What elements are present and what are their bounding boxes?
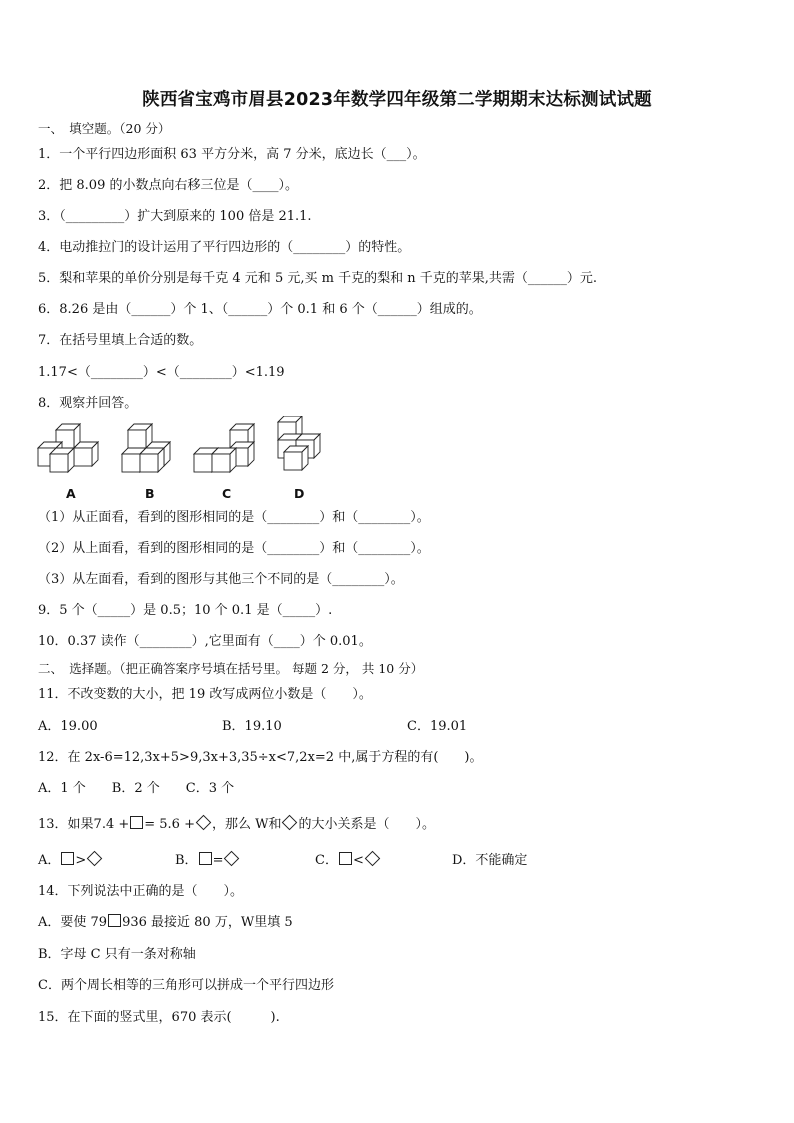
question-13 [38,816,435,834]
figure-c [194,424,254,472]
diamond-icon [87,851,103,867]
question-10: 10．0.37 读作（________）,它里面有（____）个 0.01。 [38,634,372,649]
question-14-option-c: C．两个周长相等的三角形可以拼成一个平行四边形 [38,978,334,993]
question-12-options: A．1 个 B．2 个 C．3 个 [38,781,235,796]
question-8: 8．观察并回答。 [38,396,138,411]
question-13-text-3: ，那么 W和 [211,817,282,832]
figure-d [278,416,320,470]
question-13-option-d: D．不能确定 [452,853,528,868]
question-3: 3．（_________）扩大到原来的 100 倍是 21.1. [38,209,312,224]
question-14: 14．下列说法中正确的是（ ）。 [38,884,244,899]
square-icon [108,914,121,927]
question-4: 4．电动推拉门的设计运用了平行四边形的（________）的特性。 [38,240,411,255]
section-choice: 二、 选择题。（把正确答案序号填在括号里。 每题 2 分， 共 10 分） [38,661,424,676]
question-13-text-2: = 5.6 + [144,817,195,832]
figure-a [38,424,98,472]
square-icon [199,852,212,865]
question-15: 15．在下面的竖式里，670 表示( ). [38,1010,280,1025]
figure-label-c: C [222,486,232,501]
question-11-option-a: A．19.00 [38,719,98,734]
question-11-option-b: B．19.10 [222,719,282,734]
question-5: 5．梨和苹果的单价分别是每千克 4 元和 5 元,买 m 千克的梨和 n 千克的苹果,共需（______）元. [38,271,597,286]
question-7-blank: 1.17<（________）<（________）<1.19 [38,365,285,380]
square-icon [61,852,74,865]
question-13-text-1: 13．如果7.4 + [38,817,130,832]
question-11-option-c: C．19.01 [407,719,468,734]
question-7: 7．在括号里填上合适的数。 [38,333,203,348]
question-8-3: （3）从左面看，看到的图形与其他三个不同的是（________）。 [38,572,404,587]
figure-label-a: A [66,486,76,501]
question-13-option-b: B． = [175,852,240,870]
page-title: 陕西省宝鸡市眉县2023年数学四年级第二学期期末达标测试试题 [142,90,652,110]
square-icon [339,852,352,865]
question-12: 12．在 2x-6=12,3x+5>9,3x+3,35÷x<7,2x=2 中,属于方程的有( )。 [38,750,483,765]
question-8-1: （1）从正面看，看到的图形相同的是（________）和（________）。 [38,510,430,525]
diamond-icon [282,815,298,831]
diamond-icon [196,815,212,831]
question-13-option-c: C． < [315,852,381,870]
figure-label-d: D [294,486,305,501]
diamond-icon [224,851,240,867]
question-14-option-b: B．字母 C 只有一条对称轴 [38,947,196,962]
square-icon [130,816,143,829]
question-2: 2．把 8.09 的小数点向右移三位是（____）。 [38,178,298,193]
question-11: 11．不改变数的大小，把 19 改写成两位小数是（ ）。 [38,687,372,702]
cube-figures [34,416,334,484]
question-6: 6．8.26 是由（______）个 1、（______）个 0.1 和 6 个（______）组成的。 [38,302,482,317]
question-8-2: （2）从上面看，看到的图形相同的是（________）和（________）。 [38,541,430,556]
diamond-icon [365,851,381,867]
question-9: 9．5 个（_____）是 0.5；10 个 0.1 是（_____）. [38,603,333,618]
section-fill-blank: 一、 填空题。（20 分） [38,121,171,136]
figure-label-b: B [145,486,155,501]
question-14-option-a: A．要使 79 936 最接近 80 万，W里填 5 [38,915,293,930]
question-13-text-4: 的大小关系是（ ）。 [298,817,435,832]
question-13-option-a: A． > [38,852,103,870]
figure-b [122,424,170,472]
question-1: 1．一个平行四边形面积 63 平方分米，高 7 分米，底边长（___）。 [38,147,426,162]
